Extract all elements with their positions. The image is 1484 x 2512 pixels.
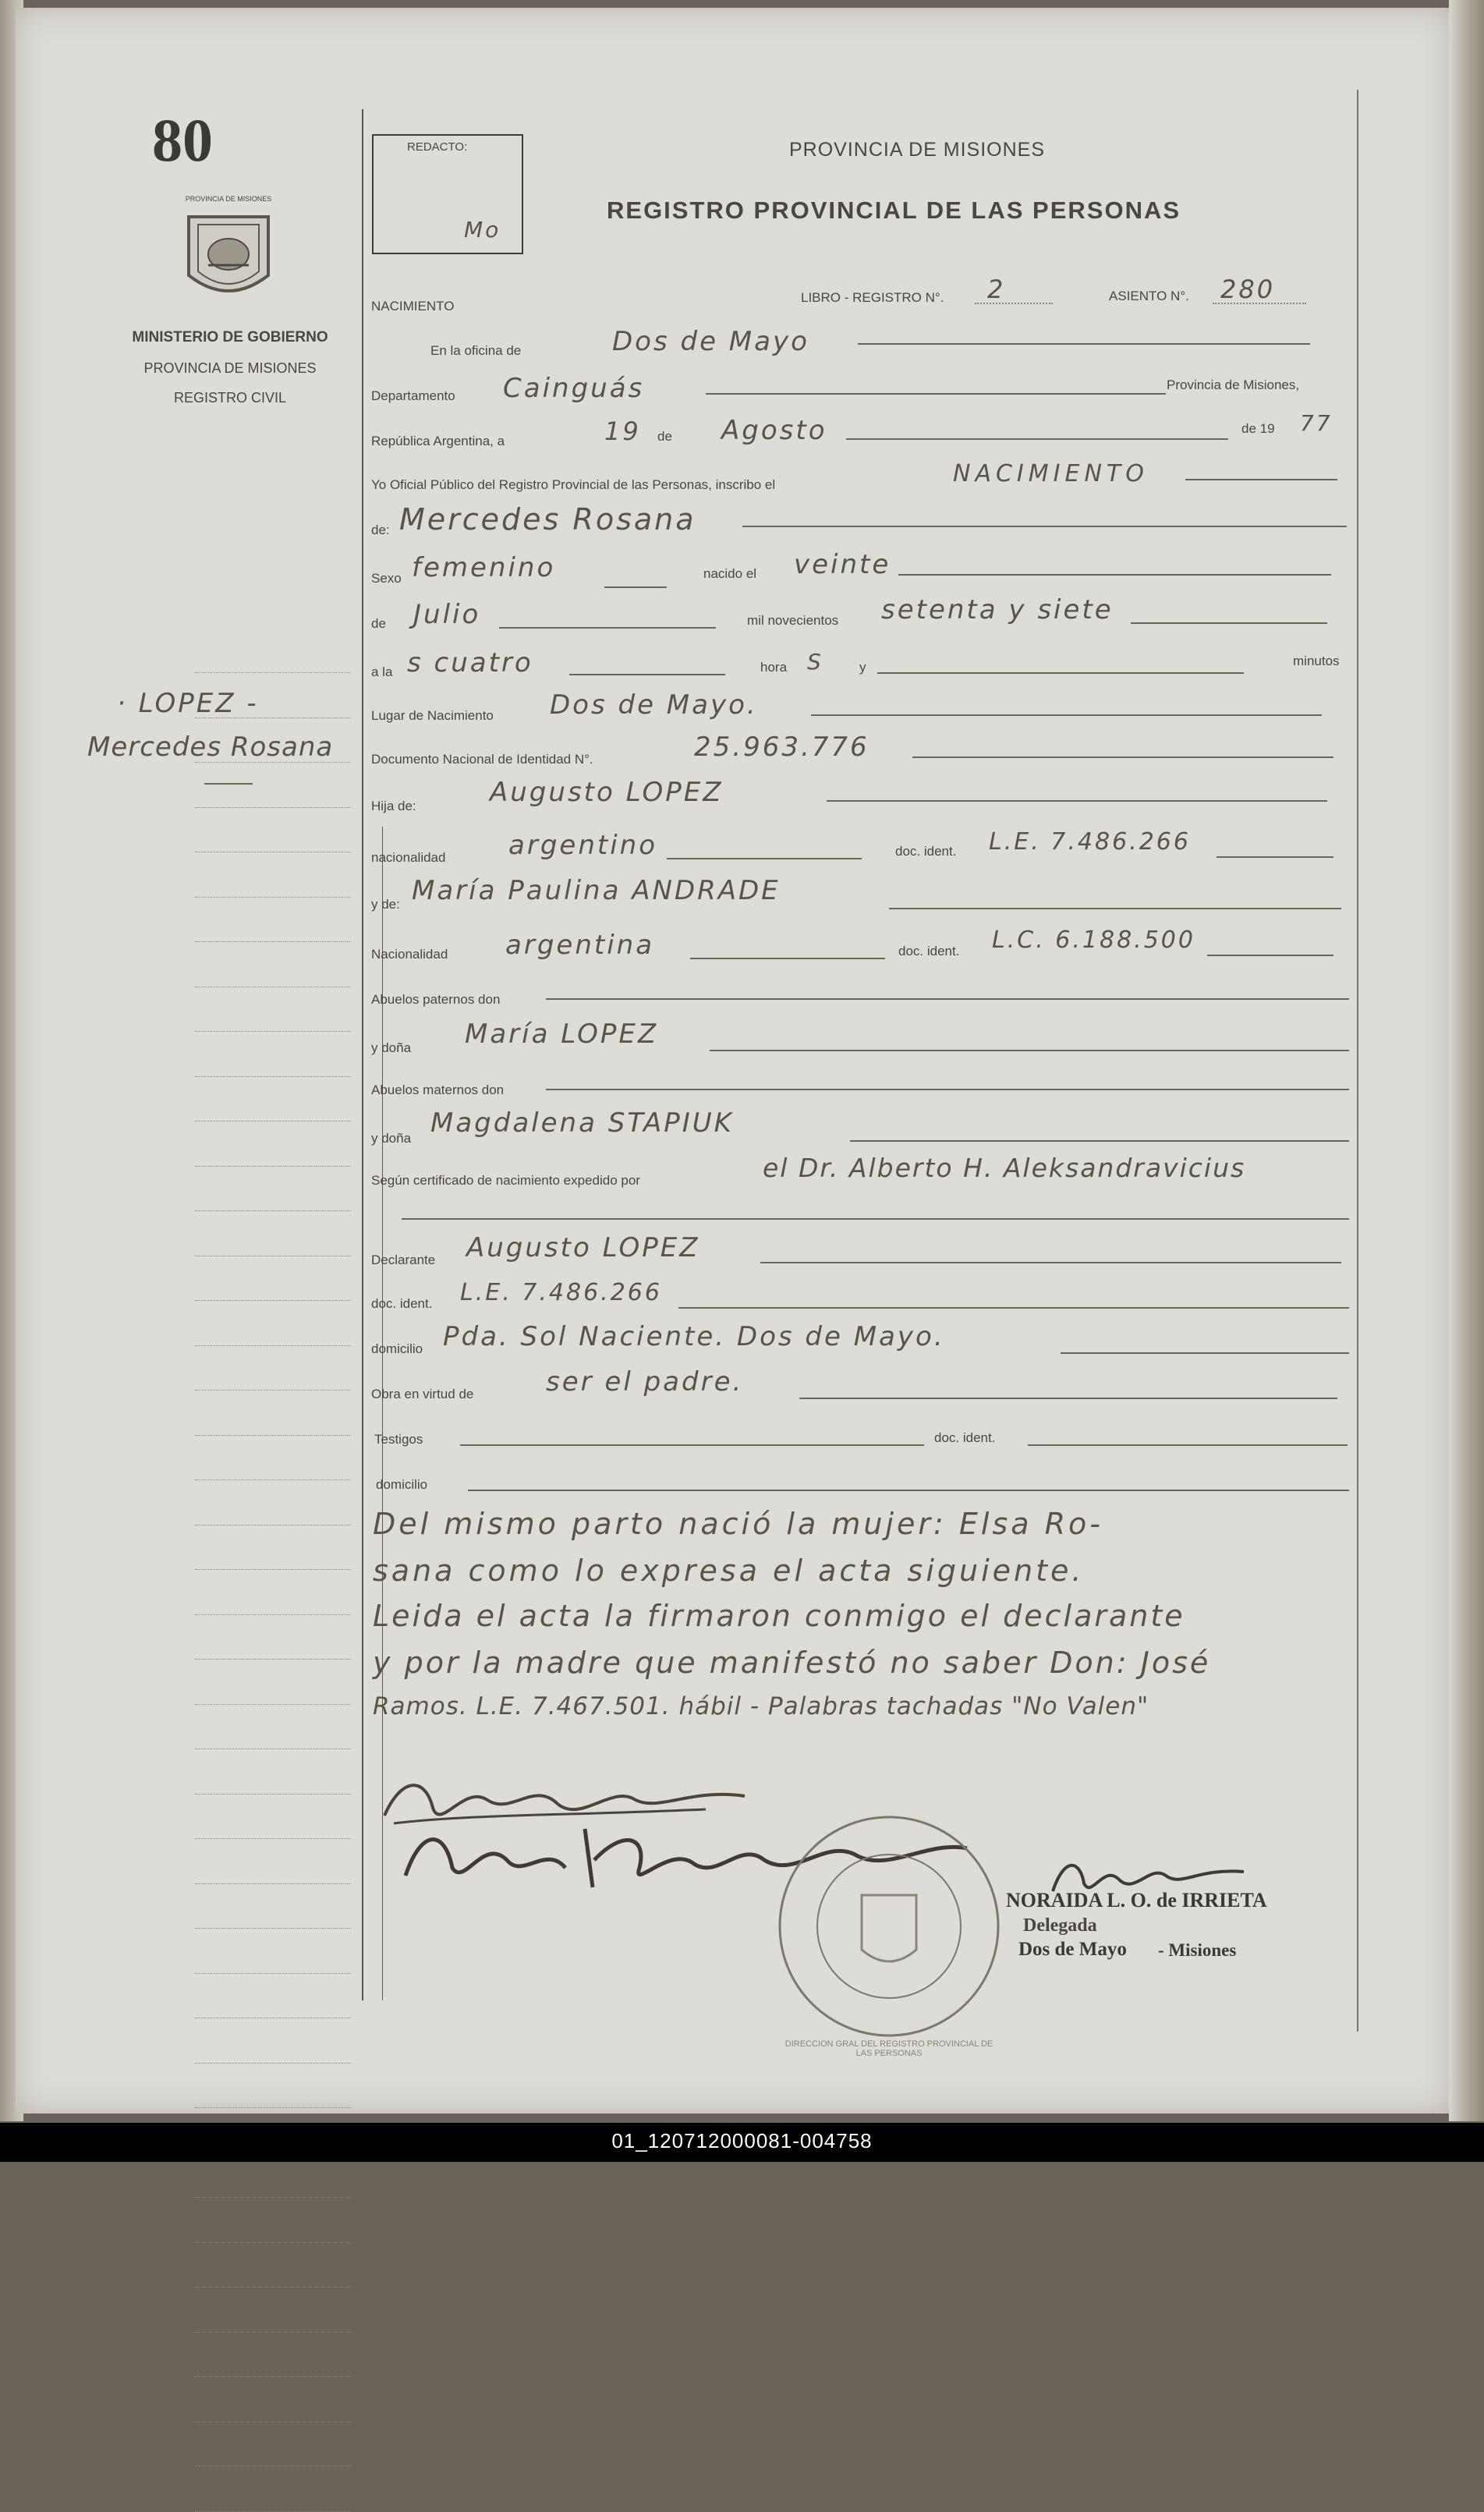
certificado-label: Según certificado de nacimiento expedido por bbox=[371, 1173, 640, 1188]
margin-ruled-line bbox=[195, 1794, 351, 1795]
nacionalidad-label: nacionalidad bbox=[371, 850, 446, 865]
page-number: 80 bbox=[152, 106, 213, 174]
libro-label: LIBRO - REGISTRO N°. bbox=[801, 290, 944, 305]
sexo-line bbox=[604, 586, 667, 588]
stamp-suffix: - Misiones bbox=[1158, 1940, 1237, 1960]
registry-title: REGISTRO PROVINCIAL DE LAS PERSONAS bbox=[607, 197, 1181, 224]
mother-doc-line bbox=[1207, 955, 1333, 956]
sexo-value: femenino bbox=[412, 552, 556, 583]
declarante-value: Augusto LOPEZ bbox=[466, 1232, 700, 1263]
libro-line bbox=[975, 303, 1053, 304]
father-doc: L.E. 7.486.266 bbox=[989, 828, 1191, 856]
father-line bbox=[827, 800, 1327, 802]
note-line-3: Leida el acta la firmaron conmigo el declarante bbox=[373, 1599, 1185, 1633]
hour-line bbox=[569, 674, 725, 675]
margin-ruled-line bbox=[195, 807, 351, 808]
oficina-value: Dos de Mayo bbox=[612, 326, 809, 357]
note-line-1: Del mismo parto nació la mujer: Elsa Ro- bbox=[373, 1507, 1103, 1541]
father-nationality: argentino bbox=[508, 830, 657, 861]
certificado-value: el Dr. Alberto H. Aleksandravicius bbox=[763, 1153, 1246, 1183]
abuelos-paternos-label: Abuelos paternos don bbox=[371, 992, 501, 1007]
father-name: Augusto LOPEZ bbox=[490, 777, 724, 808]
mother-name: María Paulina ANDRADE bbox=[412, 875, 781, 906]
month-line bbox=[846, 438, 1228, 440]
y-label: y bbox=[859, 660, 866, 675]
margin-ruled-line bbox=[195, 672, 351, 673]
testigos-label: Testigos bbox=[374, 1432, 423, 1447]
official-round-stamp bbox=[772, 1809, 1006, 2043]
margin-rule-left bbox=[362, 109, 363, 2000]
obra-value: ser el padre. bbox=[546, 1366, 744, 1398]
oficial-label: Yo Oficial Público del Registro Provincial de las Personas, inscribo el bbox=[371, 477, 776, 492]
mother-doc: L.C. 6.188.500 bbox=[992, 926, 1195, 954]
margin-surname: · LOPEZ - bbox=[117, 688, 259, 719]
note-line-5: Ramos. L.E. 7.467.501. hábil - Palabras tachadas "No Valen" bbox=[373, 1692, 1149, 1720]
domicilio2-label: domicilio bbox=[376, 1477, 428, 1492]
republica-label: República Argentina, a bbox=[371, 434, 505, 448]
asiento-value: 280 bbox=[1220, 275, 1276, 304]
person-name: Mercedes Rosana bbox=[399, 502, 696, 537]
ydona-label: y doña bbox=[371, 1040, 412, 1055]
de-person-label: de: bbox=[371, 523, 390, 537]
nacido-value: veinte bbox=[794, 549, 891, 580]
domicilio-label: domicilio bbox=[371, 1341, 423, 1356]
redacto-label: REDACTO: bbox=[407, 140, 468, 154]
asiento-line bbox=[1213, 303, 1306, 304]
margin-ruled-line bbox=[195, 2332, 351, 2333]
abuela-paterna: María LOPEZ bbox=[465, 1019, 659, 1050]
margin-ruled-line bbox=[195, 1704, 351, 1705]
margin-ruled-line bbox=[195, 1031, 351, 1032]
dni-value: 25.963.776 bbox=[694, 732, 870, 763]
certificado-line2 bbox=[402, 1218, 1349, 1220]
note-line-2: sana como lo expresa el acta siguiente. bbox=[373, 1554, 1085, 1588]
lugar-label: Lugar de Nacimiento bbox=[371, 708, 494, 723]
abuelos-maternos-line bbox=[546, 1089, 1349, 1090]
domicilio-line bbox=[1061, 1352, 1349, 1354]
redacto-initials: Mo bbox=[464, 217, 501, 243]
hora-label: hora bbox=[760, 660, 788, 675]
margin-ruled-line bbox=[195, 1435, 351, 1436]
nacido-line bbox=[898, 574, 1331, 576]
page-edge bbox=[1449, 0, 1484, 2121]
margin-ruled-line bbox=[195, 2376, 351, 2377]
dni-label: Documento Nacional de Identidad N°. bbox=[371, 752, 593, 767]
margin-names: Mercedes Rosana bbox=[87, 732, 334, 763]
year-value: 77 bbox=[1300, 410, 1333, 436]
doc-ident-label: doc. ident. bbox=[895, 844, 957, 859]
departamento-value: Cainguás bbox=[503, 373, 645, 404]
stamp-role: Delegada bbox=[1023, 1915, 1097, 1936]
yde-label: y de: bbox=[371, 897, 400, 912]
declarante-doc-label: doc. ident. bbox=[371, 1296, 433, 1311]
departamento-line bbox=[706, 393, 1166, 395]
margin-ruled-line bbox=[195, 897, 351, 898]
father-doc-line bbox=[1217, 856, 1333, 858]
mother-line bbox=[889, 908, 1341, 909]
margin-ruled-line bbox=[195, 2197, 351, 2198]
ministry-province: PROVINCIA DE MISIONES bbox=[143, 360, 317, 376]
oficina-line bbox=[858, 343, 1310, 345]
declarante-label: Declarante bbox=[371, 1252, 436, 1267]
lugar-line bbox=[811, 714, 1322, 716]
stamp-ring-text: DIRECCION GRAL DEL REGISTRO PROVINCIAL DE LAS PERSONAS bbox=[785, 2039, 993, 2058]
coat-of-arms-seal bbox=[181, 201, 276, 310]
sexo-label: Sexo bbox=[371, 571, 402, 586]
right-rule bbox=[1357, 90, 1358, 2032]
month-value: Agosto bbox=[721, 415, 827, 446]
alas-label: a la bbox=[371, 664, 393, 679]
margin-ruled-line bbox=[195, 2242, 351, 2243]
margin-ruled-line bbox=[195, 1973, 351, 1974]
province-header: PROVINCIA DE MISIONES bbox=[789, 139, 1046, 161]
declarante-line bbox=[760, 1262, 1341, 1263]
hora-value: S bbox=[807, 649, 823, 675]
mil-label: mil novecientos bbox=[747, 613, 839, 628]
margin-ruled-line bbox=[195, 1838, 351, 1839]
nacido-label: nacido el bbox=[703, 566, 757, 581]
margin-ruled-line bbox=[195, 1659, 351, 1660]
margin-ruled-line bbox=[195, 941, 351, 942]
abuela-materna: Magdalena STAPIUK bbox=[430, 1107, 734, 1139]
margin-ruled-line bbox=[195, 1210, 351, 1211]
minutes-line bbox=[877, 672, 1244, 674]
stamp-name: NORAIDA L. O. de IRRIETA bbox=[1006, 1889, 1267, 1911]
margin-underline bbox=[204, 783, 253, 785]
margin-ruled-line bbox=[195, 2063, 351, 2064]
hija-label: Hija de: bbox=[371, 799, 416, 813]
margin-ruled-line bbox=[195, 2466, 351, 2467]
year-label: de 19 bbox=[1241, 421, 1275, 436]
hour-value: s cuatro bbox=[407, 647, 533, 678]
father-nationality-line bbox=[667, 858, 862, 859]
abuelos-maternos-label: Abuelos maternos don bbox=[371, 1082, 505, 1097]
acta-type: NACIMIENTO bbox=[953, 460, 1149, 487]
ydona2-label: y doña bbox=[371, 1131, 412, 1146]
margin-ruled-line bbox=[195, 1928, 351, 1929]
obra-line bbox=[799, 1398, 1337, 1399]
margin-ruled-line bbox=[195, 1076, 351, 1077]
margin-ruled-line bbox=[195, 1345, 351, 1346]
testigos-line bbox=[460, 1444, 924, 1446]
de-label: de bbox=[657, 429, 672, 444]
section-label: NACIMIENTO bbox=[371, 299, 455, 314]
margin-ruled-line bbox=[195, 1883, 351, 1884]
margin-ruled-line bbox=[195, 1390, 351, 1391]
oficina-label: En la oficina de bbox=[430, 343, 522, 358]
margin-ruled-line bbox=[195, 1479, 351, 1480]
abuela-paterna-line bbox=[710, 1050, 1349, 1051]
margin-ruled-line bbox=[195, 1748, 351, 1749]
departamento-label: Departamento bbox=[371, 388, 455, 403]
birth-month-line bbox=[499, 627, 716, 629]
margin-ruled-line bbox=[195, 1614, 351, 1615]
lugar-value: Dos de Mayo. bbox=[550, 689, 758, 721]
mother-nationality-line bbox=[690, 958, 885, 959]
doc-ident2-label: doc. ident. bbox=[898, 944, 960, 958]
asiento-label: ASIENTO N°. bbox=[1109, 289, 1189, 303]
ministry-registry: REGISTRO CIVIL bbox=[173, 390, 287, 406]
minutos-label: minutos bbox=[1293, 654, 1340, 668]
dni-line bbox=[912, 756, 1333, 758]
note-line-4: y por la madre que manifestó no saber Don: José bbox=[373, 1646, 1211, 1680]
declarante-doc-line bbox=[678, 1307, 1349, 1309]
image-caption: 01_120712000081-004758 bbox=[611, 2129, 873, 2152]
libro-value: 2 bbox=[987, 275, 1006, 304]
margin-ruled-line bbox=[195, 1166, 351, 1167]
mother-nationality: argentina bbox=[505, 930, 655, 961]
de2-label: de bbox=[371, 616, 386, 631]
provincia-label: Provincia de Misiones, bbox=[1167, 377, 1300, 392]
obra-label: Obra en virtud de bbox=[371, 1387, 474, 1401]
stamp-place: Dos de Mayo bbox=[1018, 1939, 1127, 1960]
domicilio2-line bbox=[468, 1490, 1349, 1491]
margin-ruled-line bbox=[195, 2107, 351, 2108]
birth-year-line bbox=[1131, 622, 1327, 624]
day-value: 19 bbox=[604, 416, 641, 446]
declarante-doc: L.E. 7.486.266 bbox=[460, 1279, 662, 1306]
seal-text: PROVINCIA DE MISIONES bbox=[185, 195, 272, 203]
margin-ruled-line bbox=[195, 2511, 351, 2512]
testigos-doc-label: doc. ident. bbox=[934, 1430, 996, 1445]
abuela-materna-line bbox=[850, 1140, 1349, 1142]
domicilio-value: Pda. Sol Naciente. Dos de Mayo. bbox=[443, 1321, 945, 1352]
margin-ruled-line bbox=[195, 1569, 351, 1570]
abuelos-paternos-line bbox=[546, 998, 1349, 1000]
birth-month: Julio bbox=[413, 599, 481, 630]
acta-line bbox=[1185, 479, 1337, 480]
birth-year-words: setenta y siete bbox=[881, 594, 1114, 625]
ministry-name: MINISTERIO DE GOBIERNO bbox=[132, 329, 328, 345]
testigos-doc-line bbox=[1028, 1444, 1348, 1446]
margin-ruled-line bbox=[195, 1300, 351, 1301]
person-line bbox=[742, 526, 1347, 527]
nacionalidad2-label: Nacionalidad bbox=[371, 947, 448, 962]
